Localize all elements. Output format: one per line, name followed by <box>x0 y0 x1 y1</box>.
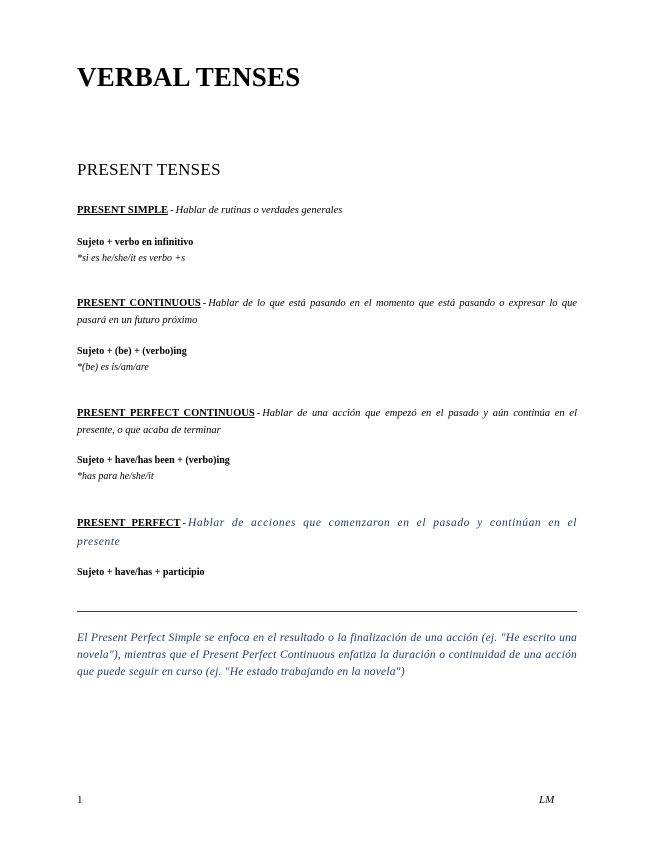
tense-name: PRESENT SIMPLE <box>77 205 169 216</box>
tense-description: Hablar de lo que está pasando en el momento que está pasando o expresar lo que pasará en un futuro próximo <box>77 298 577 326</box>
tense-description: Hablar de una acción que empezó en el pasado y aún continúa en el presente, o que acaba de terminar <box>77 408 577 436</box>
tense-note: *(be) es is/am/are <box>77 362 149 373</box>
divider <box>77 611 577 612</box>
tense-note: *has para he/she/it <box>77 471 154 482</box>
tense-present-perfect <box>77 514 577 552</box>
tense-formula: Sujeto + have/has + participio <box>77 567 205 578</box>
tense-formula: Sujeto + verbo en infinitivo <box>77 237 194 248</box>
tense-heading <box>77 514 577 552</box>
tense-heading <box>77 295 577 329</box>
page-title: VERBAL TENSES <box>77 62 301 92</box>
tense-heading <box>77 202 577 219</box>
tense-description: Hablar de acciones que comenzaron en el pasado y continúan en el presente <box>77 517 577 548</box>
tense-present-perfect-continuous <box>77 405 577 439</box>
tense-separator: - <box>170 205 174 216</box>
tense-heading <box>77 405 577 439</box>
page-number: 1 <box>77 794 83 806</box>
tense-present-simple <box>77 202 577 219</box>
tense-separator: - <box>202 298 207 309</box>
author-initials: LM <box>539 794 555 806</box>
tense-description: Hablar de rutinas o verdades generales <box>175 205 343 216</box>
section-title: PRESENT TENSES <box>77 160 221 179</box>
tense-name: PRESENT CONTINUOUS <box>77 298 201 309</box>
tense-separator: - <box>256 408 261 419</box>
tense-name: PRESENT PERFECT <box>77 518 181 529</box>
tense-name: PRESENT PERFECT CONTINUOUS <box>77 408 255 419</box>
summary-paragraph: El Present Perfect Simple se enfoca en el resultado o la finalización de una acción (ej. "He escrito una novela"), mientras que el Present Perfect Continuous enfatiza la duración o continuidad de una acción que puede seguir en curso (ej. "He estado trabajando en la novela") <box>77 632 577 678</box>
tense-present-continuous <box>77 295 577 329</box>
tense-note: *si es he/she/it es verbo +s <box>77 253 186 264</box>
tense-separator: - <box>182 518 186 529</box>
tense-formula: Sujeto + (be) + (verbo)ing <box>77 346 187 357</box>
tense-formula: Sujeto + have/has been + (verbo)ing <box>77 455 230 466</box>
